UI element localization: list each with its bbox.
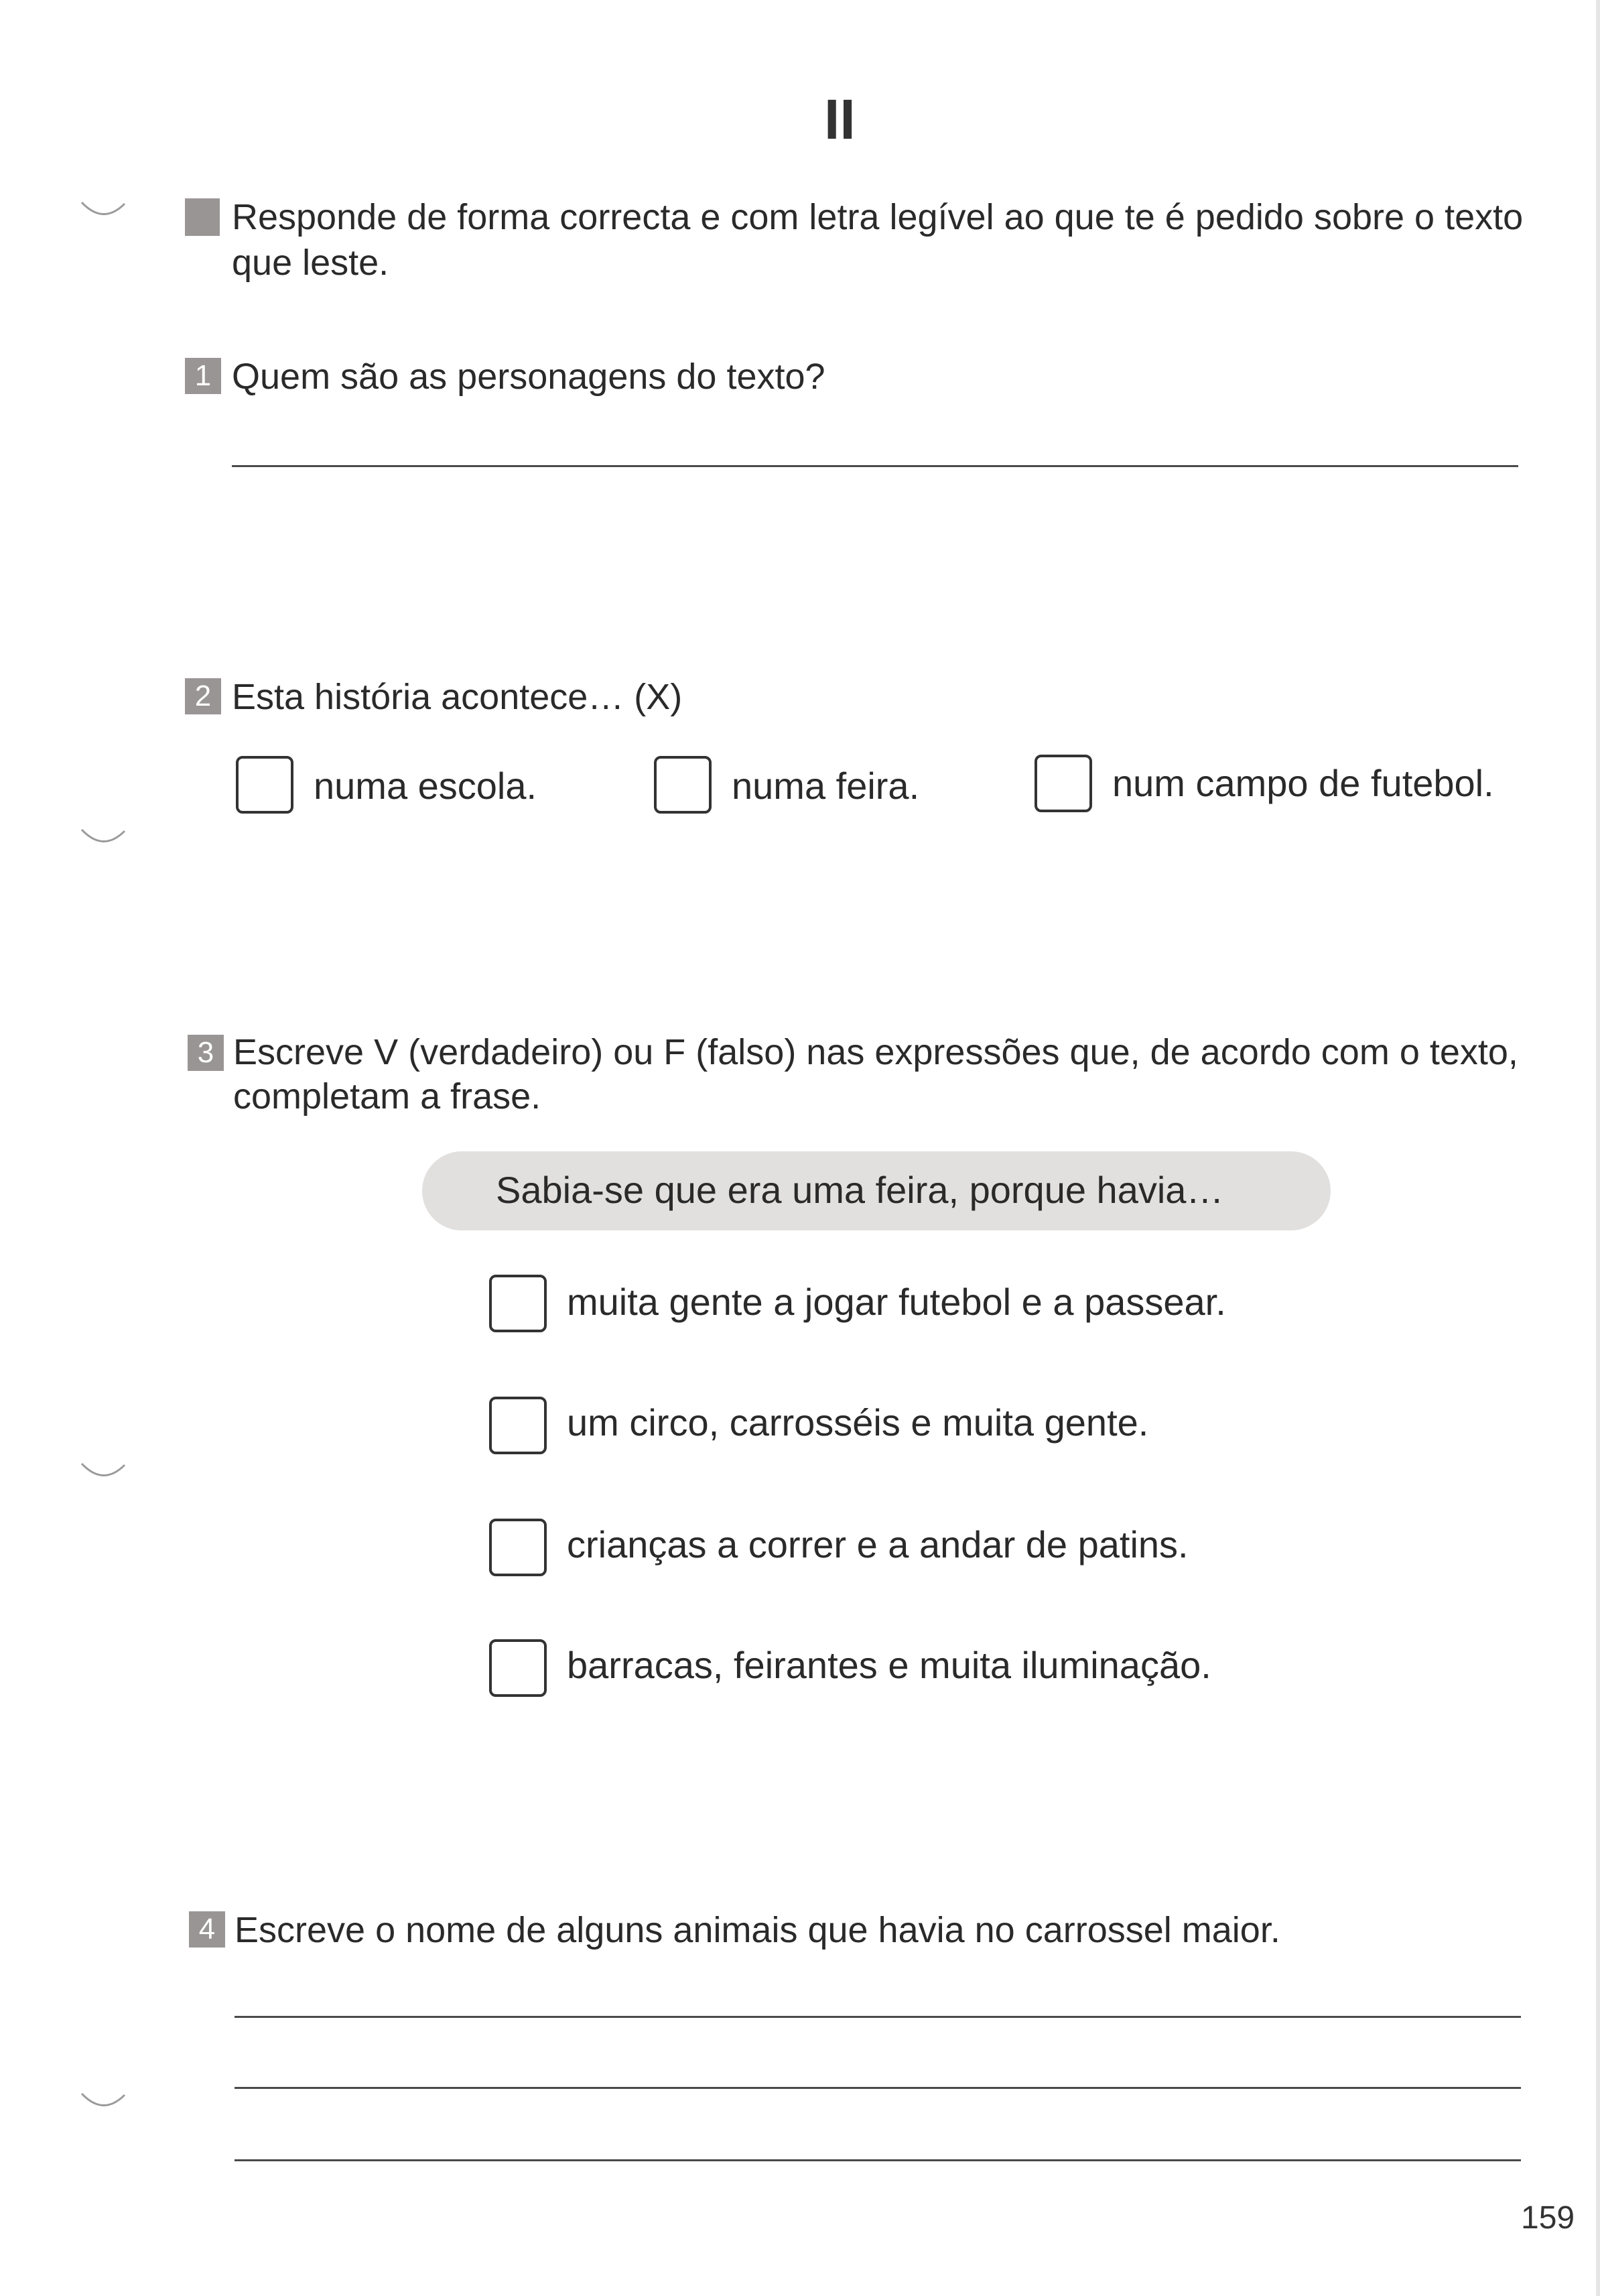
question-1-number: 1: [185, 358, 221, 394]
answer-line-q4-1[interactable]: [235, 2016, 1521, 2018]
checkbox-q2-campo[interactable]: [1035, 755, 1092, 812]
binder-ring-mark: [79, 198, 127, 225]
option-q2-campo: num campo de futebol.: [1112, 762, 1494, 804]
checkbox-q3-3[interactable]: [489, 1519, 547, 1576]
checkbox-q2-feira[interactable]: [654, 756, 712, 814]
answer-line-q4-3[interactable]: [235, 2159, 1521, 2161]
question-2-text: Esta história acontece… (X): [232, 677, 683, 717]
sentence-banner-text: Sabia-se que era uma feira, porque havia…: [496, 1169, 1224, 1211]
checkbox-q2-escola[interactable]: [236, 756, 293, 814]
answer-line-q4-2[interactable]: [235, 2087, 1521, 2089]
option-q3-2: um circo, carrosséis e muita gente.: [567, 1401, 1149, 1444]
binder-ring-mark: [79, 826, 127, 852]
page-edge: [1596, 0, 1600, 2296]
option-q2-escola: numa escola.: [314, 765, 537, 807]
instruction-marker: [185, 198, 220, 236]
question-4-text: Escreve o nome de alguns animais que havia no carrossel maior.: [235, 1910, 1280, 1950]
question-3-text-line2: completam a frase.: [233, 1076, 541, 1117]
binder-ring-mark: [79, 2090, 127, 2116]
checkbox-q3-1[interactable]: [489, 1275, 547, 1332]
option-q3-3: crianças a correr e a andar de patins.: [567, 1523, 1189, 1566]
question-3-number: 3: [188, 1035, 224, 1071]
section-number: II: [824, 88, 856, 151]
question-4-number: 4: [189, 1911, 225, 1948]
checkbox-q3-4[interactable]: [489, 1639, 547, 1697]
question-2-number: 2: [185, 678, 221, 714]
answer-line-q1[interactable]: [232, 465, 1518, 467]
question-3-text-line1: Escreve V (verdadeiro) ou F (falso) nas expressões que, de acordo com o texto,: [233, 1032, 1518, 1072]
page-number: 159: [1521, 2200, 1575, 2236]
question-1-text: Quem são as personagens do texto?: [232, 357, 825, 397]
option-q3-1: muita gente a jogar futebol e a passear.: [567, 1281, 1226, 1323]
option-q3-4: barracas, feirantes e muita iluminação.: [567, 1644, 1211, 1686]
checkbox-q3-2[interactable]: [489, 1397, 547, 1454]
option-q2-feira: numa feira.: [732, 765, 920, 807]
instruction-text: Responde de forma correcta e com letra legível ao que te é pedido sobre o texto que leste.: [232, 197, 1524, 283]
binder-ring-mark: [79, 1460, 127, 1486]
